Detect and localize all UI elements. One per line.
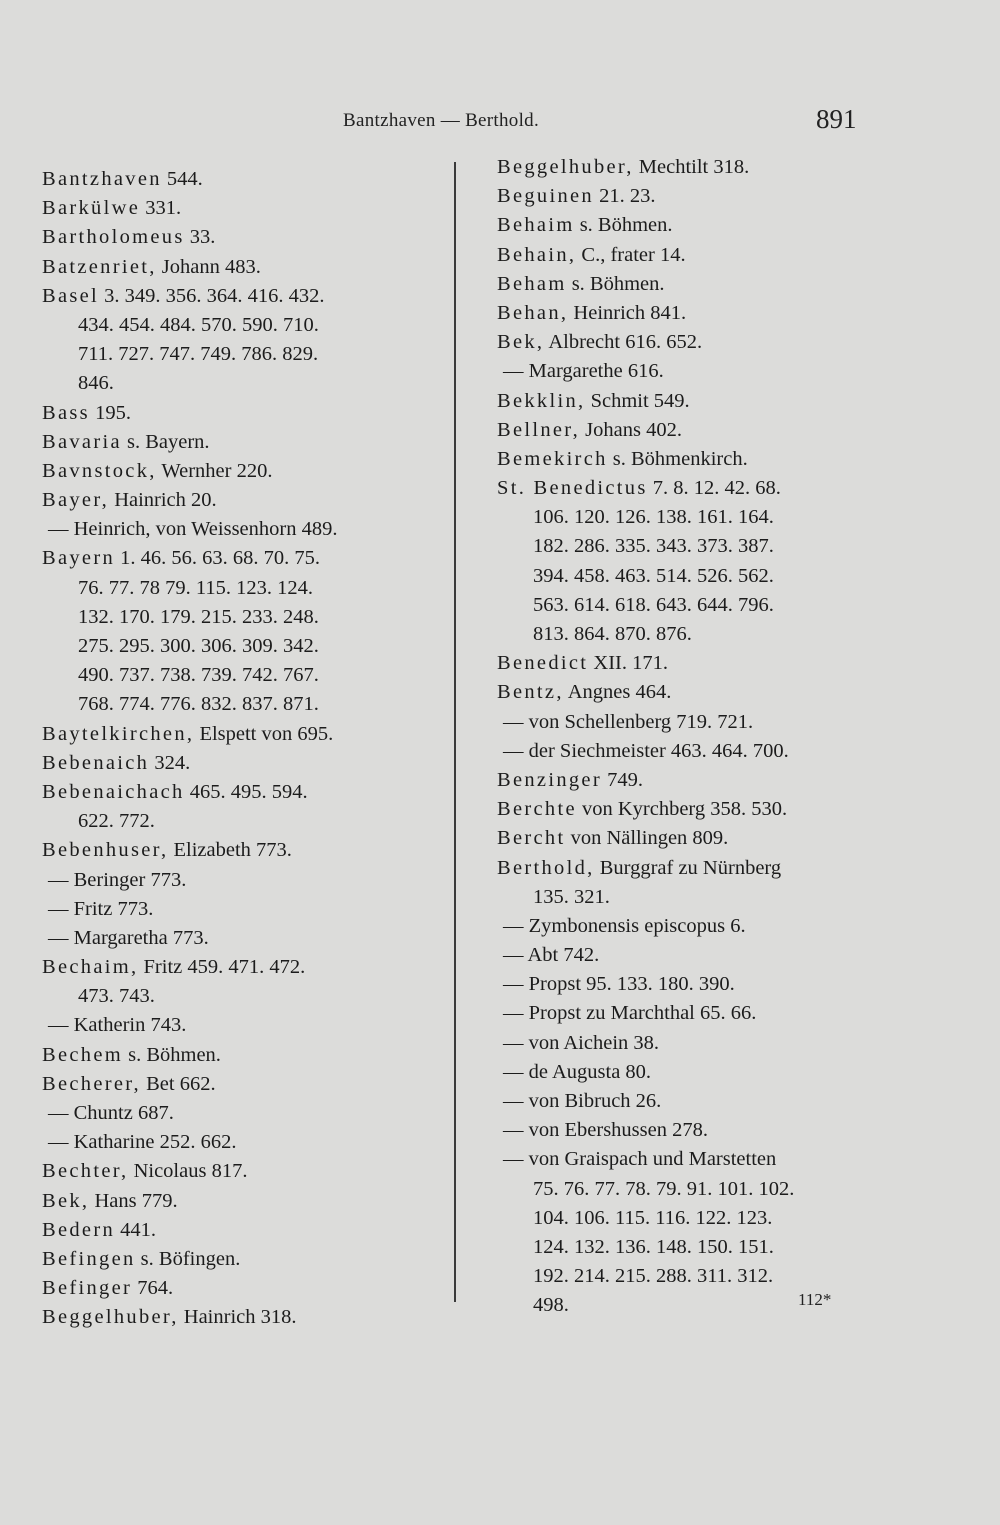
index-entry-continuation: 846. xyxy=(78,372,114,395)
index-subentry: — Beringer 773. xyxy=(48,868,187,891)
entry-references: 441. xyxy=(115,1218,156,1241)
entry-references: Schmit 549. xyxy=(585,389,690,412)
entry-keyword: Bantzhaven xyxy=(42,168,162,190)
entry-keyword: Bebenaich xyxy=(42,751,150,774)
index-entry-continuation: 490. 737. 738. 739. 742. 767. xyxy=(78,664,319,687)
index-subentry: — von Schellenberg 719. 721. xyxy=(503,710,754,733)
index-subentry: — Propst 95. 133. 180. 390. xyxy=(503,973,735,996)
entry-keyword: Beggelhuber, xyxy=(497,156,634,178)
entry-references: 33. xyxy=(184,226,216,249)
index-entry-continuation: 622. 772. xyxy=(78,810,155,833)
entry-references: Elizabeth 773. xyxy=(168,839,292,862)
index-entry xyxy=(497,474,887,503)
entry-references: s. Böhmenkirch. xyxy=(607,447,748,470)
index-entry xyxy=(42,457,432,486)
entry-references: Johann 483. xyxy=(156,255,261,278)
index-entry-continuation: 711. 727. 747. 749. 786. 829. xyxy=(78,343,319,366)
entry-keyword: Bechem xyxy=(42,1043,123,1066)
entry-keyword: Berthold, xyxy=(497,856,595,879)
entry-references: s. Bayern. xyxy=(121,430,210,453)
index-entry-continuation: 75. 76. 77. 78. 79. 91. 101. 102. xyxy=(533,1177,795,1200)
index-entry xyxy=(42,544,432,573)
index-entry xyxy=(42,194,432,223)
entry-references: 3. 349. 356. 364. 416. 432. xyxy=(99,284,325,307)
index-subentry: — Margaretha 773. xyxy=(48,926,209,949)
entry-keyword: Bayer, xyxy=(42,489,110,512)
index-entry xyxy=(42,165,432,194)
index-subentry: — Heinrich, von Weissenhorn 489. xyxy=(48,518,338,541)
index-entry-continuation: 813. 864. 870. 876. xyxy=(533,623,692,645)
entry-keyword: Becherer, xyxy=(42,1072,141,1095)
entry-keyword: Batzenriet, xyxy=(42,255,157,278)
index-entry-continuation: 76. 77. 78 79. 115. 123. 124. xyxy=(78,576,313,599)
entry-references: Burggraf zu Nürnberg xyxy=(594,856,782,879)
index-subentry: — Zymbonensis episcopus 6. xyxy=(503,914,746,937)
index-subentry: — Fritz 773. xyxy=(48,897,154,920)
entry-references: 331. xyxy=(140,197,182,220)
index-entry xyxy=(42,428,432,457)
entry-keyword: Barkülwe xyxy=(42,197,141,220)
index-subentry: — von Aichein 38. xyxy=(503,1031,660,1054)
entry-references: Angnes 464. xyxy=(563,681,672,704)
index-subentry: — de Augusta 80. xyxy=(503,1060,652,1083)
entry-references: Wernher 220. xyxy=(156,459,273,482)
index-entry xyxy=(42,1157,432,1186)
index-subentry: — von Graispach und Marstetten xyxy=(503,1148,777,1171)
entry-keyword: Basel xyxy=(42,284,100,307)
entry-keyword: Bekklin, xyxy=(497,389,586,412)
index-entry xyxy=(497,824,887,853)
index-entry xyxy=(497,153,887,182)
entry-references: Hans 779. xyxy=(89,1189,178,1212)
index-entry xyxy=(42,953,432,982)
index-entry-continuation: 275. 295. 300. 306. 309. 342. xyxy=(78,635,319,657)
index-entry-continuation: 563. 614. 618. 643. 644. 796. xyxy=(533,593,774,616)
left-index-column xyxy=(42,165,432,1333)
entry-references: XII. 171. xyxy=(588,652,668,675)
entry-references: 7. 8. 12. 42. 68. xyxy=(647,477,781,500)
index-entry-continuation: 104. 106. 115. 116. 122. 123. xyxy=(533,1206,773,1229)
printer-signature-mark: 112* xyxy=(798,1290,832,1309)
entry-keyword: Bek, xyxy=(42,1189,90,1212)
index-subentry: — Chuntz 687. xyxy=(48,1102,174,1124)
entry-references: 21. 23. xyxy=(593,185,656,208)
entry-references: Mechtilt 318. xyxy=(633,156,750,178)
running-head: Bantzhaven — Berthold. xyxy=(343,110,540,131)
index-entry xyxy=(42,1303,432,1332)
index-entry xyxy=(42,1070,432,1099)
entry-keyword: Behain, xyxy=(497,243,577,266)
index-entry-continuation: 135. 321. xyxy=(533,885,610,908)
entry-references: Nicolaus 817. xyxy=(128,1160,248,1183)
index-entry xyxy=(497,854,887,883)
index-subentry: — Propst zu Marchthal 65. 66. xyxy=(503,1002,757,1025)
entry-references: 324. xyxy=(149,751,191,774)
entry-keyword: Bartholomeus xyxy=(42,226,185,249)
index-entry xyxy=(497,270,887,299)
entry-keyword: Berchte xyxy=(497,798,577,821)
entry-references: s. Böhmen. xyxy=(574,214,673,237)
index-entry xyxy=(497,795,887,824)
index-entry xyxy=(497,649,887,678)
index-entry-continuation: 192. 214. 215. 288. 311. 312. xyxy=(533,1265,774,1288)
column-divider xyxy=(454,162,456,1302)
entry-references: Bet 662. xyxy=(140,1072,216,1095)
entry-references: 749. xyxy=(601,768,643,791)
index-entry xyxy=(497,211,887,240)
index-entry xyxy=(42,720,432,749)
index-entry xyxy=(497,328,887,357)
entry-references: Fritz 459. 471. 472. xyxy=(138,956,306,979)
index-subentry: — der Siechmeister 463. 464. 700. xyxy=(503,739,789,762)
index-entry xyxy=(42,223,432,252)
index-subentry: — von Ebershussen 278. xyxy=(503,1119,708,1142)
index-subentry: — Abt 742. xyxy=(503,944,600,967)
entry-keyword: Bek, xyxy=(497,331,545,354)
index-entry xyxy=(42,399,432,428)
index-entry-continuation: 106. 120. 126. 138. 161. 164. xyxy=(533,506,774,529)
entry-keyword: Behan, xyxy=(497,301,569,324)
entry-keyword: Bayern xyxy=(42,547,115,570)
entry-keyword: Baytelkirchen, xyxy=(42,722,195,745)
index-entry xyxy=(42,282,432,311)
entry-references: s. Böfingen. xyxy=(135,1247,241,1270)
index-subentry: — von Bibruch 26. xyxy=(503,1090,662,1112)
index-entry xyxy=(42,1216,432,1245)
index-entry xyxy=(497,299,887,328)
index-entry-continuation: 394. 458. 463. 514. 526. 562. xyxy=(533,564,774,587)
entry-keyword: St. Benedictus xyxy=(497,477,648,500)
entry-references: Johans 402. xyxy=(580,418,682,441)
index-entry xyxy=(497,445,887,474)
entry-references: 195. xyxy=(89,401,131,424)
entry-keyword: Befingen xyxy=(42,1247,136,1270)
entry-references: Hainrich 20. xyxy=(109,489,217,512)
index-entry xyxy=(497,766,887,795)
entry-keyword: Bechter, xyxy=(42,1160,129,1183)
index-entry xyxy=(497,416,887,445)
index-entry xyxy=(42,778,432,807)
entry-references: 465. 495. 594. xyxy=(184,780,308,803)
entry-references: 1. 46. 56. 63. 68. 70. 75. xyxy=(115,547,320,570)
entry-references: C., frater 14. xyxy=(576,243,686,266)
index-entry xyxy=(42,486,432,515)
entry-references: Hainrich 318. xyxy=(178,1306,297,1329)
entry-keyword: Bebenaichach xyxy=(42,780,185,803)
index-subentry: — Katharine 252. 662. xyxy=(48,1131,237,1154)
index-entry-continuation: 498. xyxy=(533,1294,569,1317)
index-entry xyxy=(42,1041,432,1070)
index-entry xyxy=(42,836,432,865)
index-entry xyxy=(497,678,887,707)
index-entry-continuation: 473. 743. xyxy=(78,985,155,1008)
index-entry xyxy=(497,241,887,270)
entry-references: s. Böhmen. xyxy=(566,272,665,295)
right-index-column xyxy=(497,153,887,1321)
entry-keyword: Bavnstock, xyxy=(42,459,157,482)
index-entry xyxy=(497,182,887,211)
entry-keyword: Benedict xyxy=(497,652,589,675)
entry-keyword: Bedern xyxy=(42,1218,115,1241)
index-entry xyxy=(497,387,887,416)
index-entry-continuation: 132. 170. 179. 215. 233. 248. xyxy=(78,605,319,628)
entry-references: Elspett von 695. xyxy=(194,722,334,745)
entry-references: Albrecht 616. 652. xyxy=(544,331,703,354)
index-entry xyxy=(42,1274,432,1303)
index-subentry: — Margarethe 616. xyxy=(503,360,664,383)
index-entry xyxy=(42,749,432,778)
index-entry-continuation: 768. 774. 776. 832. 837. 871. xyxy=(78,693,319,716)
entry-keyword: Bemekirch xyxy=(497,447,608,470)
entry-keyword: Bentz, xyxy=(497,681,564,704)
entry-keyword: Benzinger xyxy=(497,768,602,791)
entry-references: von Nällingen 809. xyxy=(565,827,729,850)
entry-keyword: Beham xyxy=(497,272,567,295)
entry-keyword: Beggelhuber, xyxy=(42,1306,179,1329)
entry-keyword: Bass xyxy=(42,401,90,424)
entry-keyword: Bellner, xyxy=(497,418,581,441)
index-entry xyxy=(42,253,432,282)
entry-references: Heinrich 841. xyxy=(568,301,687,324)
entry-keyword: Befinger xyxy=(42,1277,133,1300)
index-entry xyxy=(42,1245,432,1274)
index-entry-continuation: 124. 132. 136. 148. 150. 151. xyxy=(533,1235,774,1258)
entry-references: von Kyrchberg 358. 530. xyxy=(576,798,788,821)
entry-references: 544. xyxy=(161,168,203,190)
entry-keyword: Bechaim, xyxy=(42,956,139,979)
entry-references: 764. xyxy=(132,1277,174,1300)
index-entry xyxy=(42,1187,432,1216)
index-entry-continuation: 434. 454. 484. 570. 590. 710. xyxy=(78,313,319,336)
entry-keyword: Bercht xyxy=(497,827,566,850)
index-subentry: — Katherin 743. xyxy=(48,1014,187,1037)
entry-keyword: Bebenhuser, xyxy=(42,839,169,862)
entry-references: s. Böhmen. xyxy=(122,1043,221,1066)
index-entry-continuation: 182. 286. 335. 343. 373. 387. xyxy=(533,535,774,558)
entry-keyword: Behaim xyxy=(497,214,575,237)
page-number: 891 xyxy=(816,104,857,134)
entry-keyword: Bavaria xyxy=(42,430,122,453)
entry-keyword: Beguinen xyxy=(497,185,594,208)
